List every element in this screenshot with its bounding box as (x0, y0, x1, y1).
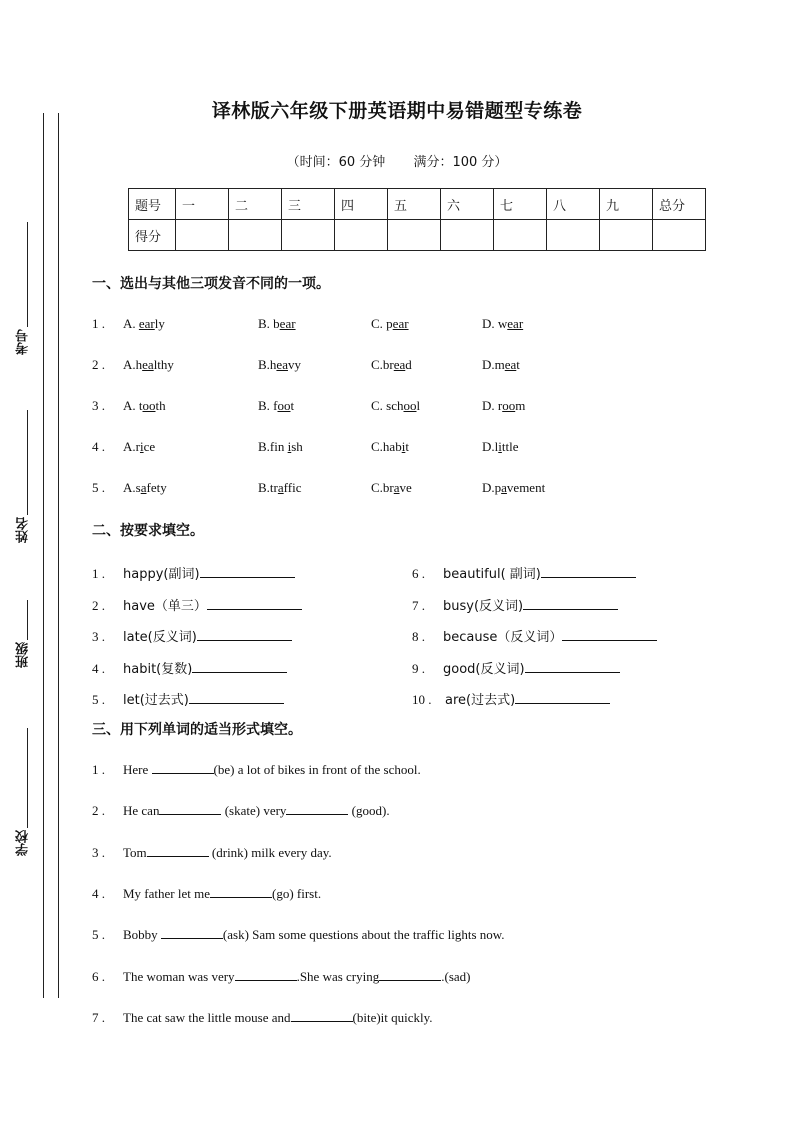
exam-number-blank[interactable] (27, 222, 29, 327)
answer-option[interactable]: D.little (482, 439, 519, 454)
answer-option[interactable]: C. pear (371, 316, 409, 331)
score-table-header-cell: 二 (229, 189, 282, 220)
full-score-info: 满分：100 分） (413, 155, 508, 170)
answer-blank[interactable] (197, 628, 292, 641)
section-2-heading: 二、按要求填空。 (92, 523, 204, 539)
score-table-header-cell: 八 (547, 189, 600, 220)
score-table (128, 188, 706, 251)
sentence-item: 6 . The woman was very .She was crying .(sad) (92, 968, 471, 984)
fill-item: 9 . good(反义词) (412, 658, 620, 677)
answer-blank[interactable] (152, 761, 214, 774)
sentence-item: 2 . He can (skate) very (good). (92, 803, 390, 819)
school-label: 学校 (15, 830, 31, 856)
answer-option[interactable]: B. bear (258, 316, 296, 331)
answer-option[interactable]: B.heavy (258, 357, 301, 372)
score-table-header-cell: 三 (282, 189, 335, 220)
binding-line-inner (58, 113, 59, 998)
question-number: 2 . (92, 357, 105, 372)
sentence-item: 5 . Bobby (ask) Sam some questions about the traffic lights now. (92, 927, 505, 943)
score-table-header-cell: 四 (335, 189, 388, 220)
class-field[interactable] (4, 600, 42, 668)
score-table-score-row (129, 220, 706, 251)
question-number: 3 . (92, 398, 105, 413)
answer-option[interactable]: B.fin ish (258, 439, 303, 454)
score-cell[interactable] (388, 220, 441, 251)
score-cell[interactable] (653, 220, 706, 251)
answer-blank[interactable] (207, 597, 302, 610)
fill-item: 8 . because（反义词） (412, 626, 657, 645)
fill-item: 3 . late(反义词) (92, 626, 292, 645)
answer-option[interactable]: C.habit (371, 439, 409, 454)
answer-blank[interactable] (523, 597, 618, 610)
answer-blank[interactable] (189, 691, 284, 704)
answer-option[interactable]: A.rice (123, 439, 156, 454)
school-field[interactable] (4, 728, 42, 856)
exam-number-label: 考号 (15, 329, 31, 355)
answer-blank[interactable] (147, 844, 209, 857)
sentence-item: 4 . My father let me (go) first. (92, 885, 322, 901)
exam-number-field[interactable] (4, 222, 42, 355)
score-cell[interactable] (547, 220, 600, 251)
answer-option[interactable]: D. wear (482, 316, 524, 331)
answer-blank[interactable] (200, 565, 295, 578)
answer-option[interactable]: D.meat (482, 357, 520, 372)
sentence-item: 1 . Here (be) a lot of bikes in front of the school. (92, 762, 421, 777)
binding-line-outer (43, 113, 44, 998)
score-table-header-cell: 一 (176, 189, 229, 220)
fill-item: 5 . let(过去式) (92, 689, 284, 708)
score-cell[interactable] (176, 220, 229, 251)
score-table-row-label: 得分 (129, 220, 176, 251)
question-number: 1 . (92, 316, 105, 331)
answer-blank[interactable] (286, 802, 348, 815)
answer-blank[interactable] (291, 1009, 353, 1022)
fill-item: 4 . habit(复数) (92, 658, 287, 677)
question-number: 4 . (92, 439, 105, 454)
score-table-header-cell: 总分 (653, 189, 706, 220)
answer-blank[interactable] (161, 926, 223, 939)
score-cell[interactable] (600, 220, 653, 251)
class-blank[interactable] (27, 600, 29, 640)
score-cell[interactable] (494, 220, 547, 251)
answer-option[interactable]: B.traffic (258, 480, 302, 495)
answer-option[interactable]: D.pavement (482, 480, 546, 495)
answer-blank[interactable] (159, 802, 221, 815)
answer-blank[interactable] (379, 968, 441, 981)
section-3-heading: 三、用下列单词的适当形式填空。 (92, 722, 302, 738)
exam-info (0, 151, 794, 170)
answer-blank[interactable] (515, 691, 610, 704)
answer-blank[interactable] (235, 968, 297, 981)
fill-item: 7 . busy(反义词) (412, 595, 618, 614)
answer-option[interactable]: B. foot (258, 398, 295, 413)
time-info: （时间：60 分钟 (286, 155, 386, 170)
score-cell[interactable] (229, 220, 282, 251)
score-cell[interactable] (335, 220, 388, 251)
name-field[interactable] (4, 410, 42, 543)
answer-option[interactable]: D. room (482, 398, 526, 413)
score-table-header-cell: 七 (494, 189, 547, 220)
answer-option[interactable]: C. school (371, 398, 421, 413)
name-blank[interactable] (27, 410, 29, 515)
answer-option[interactable]: C.bread (371, 357, 412, 372)
score-table-header-row (129, 189, 706, 220)
answer-option[interactable]: C.brave (371, 480, 412, 495)
name-label: 姓名 (15, 517, 31, 543)
score-cell[interactable] (441, 220, 494, 251)
score-table-header-cell: 六 (441, 189, 494, 220)
answer-option[interactable]: A. early (123, 316, 165, 331)
sentence-item: 7 . The cat saw the little mouse and (bite)it quickly. (92, 1009, 433, 1025)
fill-item: 1 . happy(副词) (92, 563, 295, 582)
page-title: 译林版六年级下册英语期中易错题型专练卷 (211, 100, 583, 122)
class-label: 班级 (15, 642, 31, 668)
answer-blank[interactable] (541, 565, 636, 578)
question-number: 5 . (92, 480, 105, 495)
answer-blank[interactable] (210, 885, 272, 898)
score-table-header-cell: 九 (600, 189, 653, 220)
answer-option[interactable]: A.safety (123, 480, 167, 495)
answer-option[interactable]: A. tooth (123, 398, 166, 413)
score-table-header-cell: 五 (388, 189, 441, 220)
score-cell[interactable] (282, 220, 335, 251)
answer-blank[interactable] (562, 628, 657, 641)
section-1-heading: 一、选出与其他三项发音不同的一项。 (92, 276, 330, 292)
school-blank[interactable] (27, 728, 29, 828)
sentence-item: 3 . Tom (drink) milk every day. (92, 844, 332, 860)
answer-blank[interactable] (192, 660, 287, 673)
fill-item: 10 . are(过去式) (412, 689, 610, 708)
answer-option[interactable]: A.healthy (123, 357, 174, 372)
fill-item: 6 . beautiful( 副词) (412, 563, 636, 582)
score-table-header-cell: 题号 (129, 189, 176, 220)
answer-blank[interactable] (525, 660, 620, 673)
fill-item: 2 . have（单三） (92, 595, 302, 614)
